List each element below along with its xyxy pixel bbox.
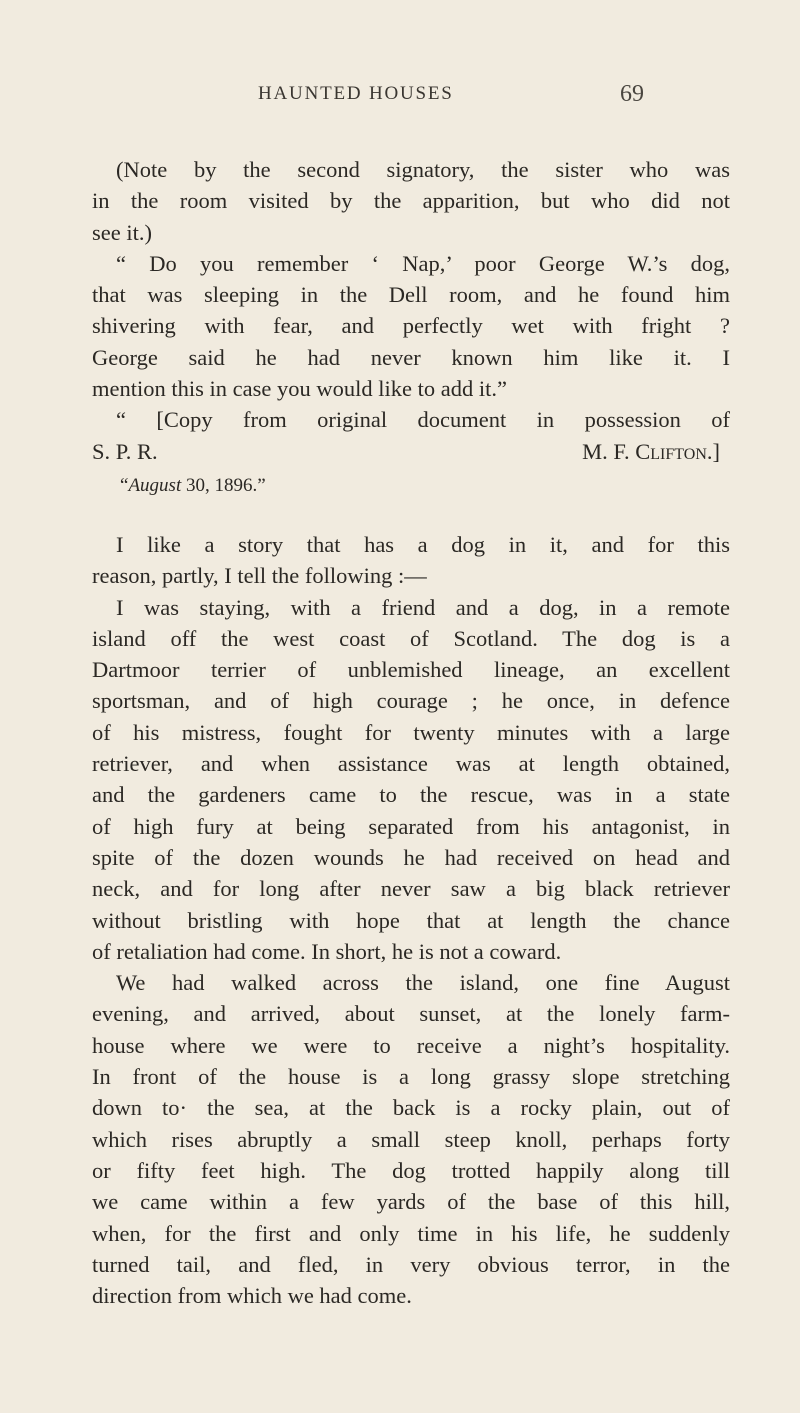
text-line: In front of the house is a long grassy slope stretching — [92, 1064, 730, 1090]
text-line: or fifty feet high. The dog trotted happily along till — [92, 1157, 730, 1183]
date-open-quote: “ — [120, 474, 129, 496]
paragraph-2 — [92, 592, 730, 968]
text-line: We had walked across the island, one fine August — [116, 970, 730, 996]
text-line: of his mistress, fought for twenty minutes with a large — [92, 719, 730, 745]
text-line: down to· the sea, at the back is a rocky plain, out of — [92, 1095, 730, 1121]
note-paragraph — [92, 154, 730, 248]
text-line: that was sleeping in the Dell room, and he found him — [92, 282, 730, 308]
copy-note — [92, 404, 730, 467]
date-month: August — [128, 474, 182, 496]
society-abbreviation: S. P. R. — [92, 438, 158, 464]
page-body — [92, 154, 730, 1311]
date-rest: 30, 1896.” — [181, 474, 266, 496]
text-line: of high fury at being separated from his antagonist, in — [92, 813, 730, 839]
text-line: island off the west coast of Scotland. The dog is a — [92, 625, 730, 651]
signature-row — [92, 436, 730, 467]
text-line: “ Do you remember ‘ Nap,’ poor George W.’s dog, — [116, 250, 730, 276]
text-line: we came within a few yards of the base of this hill, — [92, 1189, 730, 1215]
text-line: in the room visited by the apparition, but who did not — [92, 188, 730, 214]
text-line: Dartmoor terrier of unblemished lineage, an excellent — [92, 657, 730, 683]
text-line: see it.) — [92, 219, 152, 245]
text-line: shivering with fear, and perfectly wet with fright ? — [92, 313, 730, 339]
page-number: 69 — [620, 81, 644, 107]
text-line: evening, and arrived, about sunset, at the lonely farm- — [92, 1001, 730, 1027]
text-line: turned tail, and fled, in very obvious terror, in the — [92, 1251, 730, 1277]
quote-paragraph — [92, 248, 730, 404]
text-line: which rises abruptly a small steep knoll, perhaps forty — [92, 1126, 730, 1152]
text-line: mention this in case you would like to add it.” — [92, 376, 507, 402]
signatory-name: M. F. Clifton.] — [582, 438, 720, 464]
text-line: reason, partly, I tell the following :— — [92, 563, 427, 589]
text-line: I like a story that has a dog in it, and for this — [116, 531, 730, 557]
paragraph-3 — [92, 967, 730, 1311]
text-line: house where we were to receive a night’s hospitality. — [92, 1032, 730, 1058]
text-line: retriever, and when assistance was at length obtained, — [92, 751, 730, 777]
text-line: spite of the dozen wounds he had received on head and — [92, 844, 730, 870]
text-line: of retaliation had come. In short, he is not a coward. — [92, 938, 562, 964]
text-line: and the gardeners came to the rescue, was in a state — [92, 782, 730, 808]
text-line: without bristling with hope that at length the chance — [92, 907, 730, 933]
running-title: HAUNTED HOUSES — [258, 83, 454, 104]
running-header — [0, 83, 800, 123]
text-line: neck, and for long after never saw a big black retriever — [92, 876, 730, 902]
text-line: “ [Copy from original document in possession of — [116, 407, 730, 433]
text-line: George said he had never known him like it. I — [92, 344, 730, 370]
date-line — [92, 467, 730, 505]
paragraph-1 — [92, 529, 730, 592]
paragraph-gap — [92, 505, 730, 529]
text-line: (Note by the second signatory, the sister who was — [116, 157, 730, 182]
text-line: I was staying, with a friend and a dog, in a remote — [116, 594, 730, 620]
text-line: direction from which we had come. — [92, 1283, 412, 1309]
text-line: sportsman, and of high courage ; he once, in defence — [92, 688, 730, 714]
text-line: when, for the first and only time in his life, he suddenly — [92, 1220, 730, 1246]
